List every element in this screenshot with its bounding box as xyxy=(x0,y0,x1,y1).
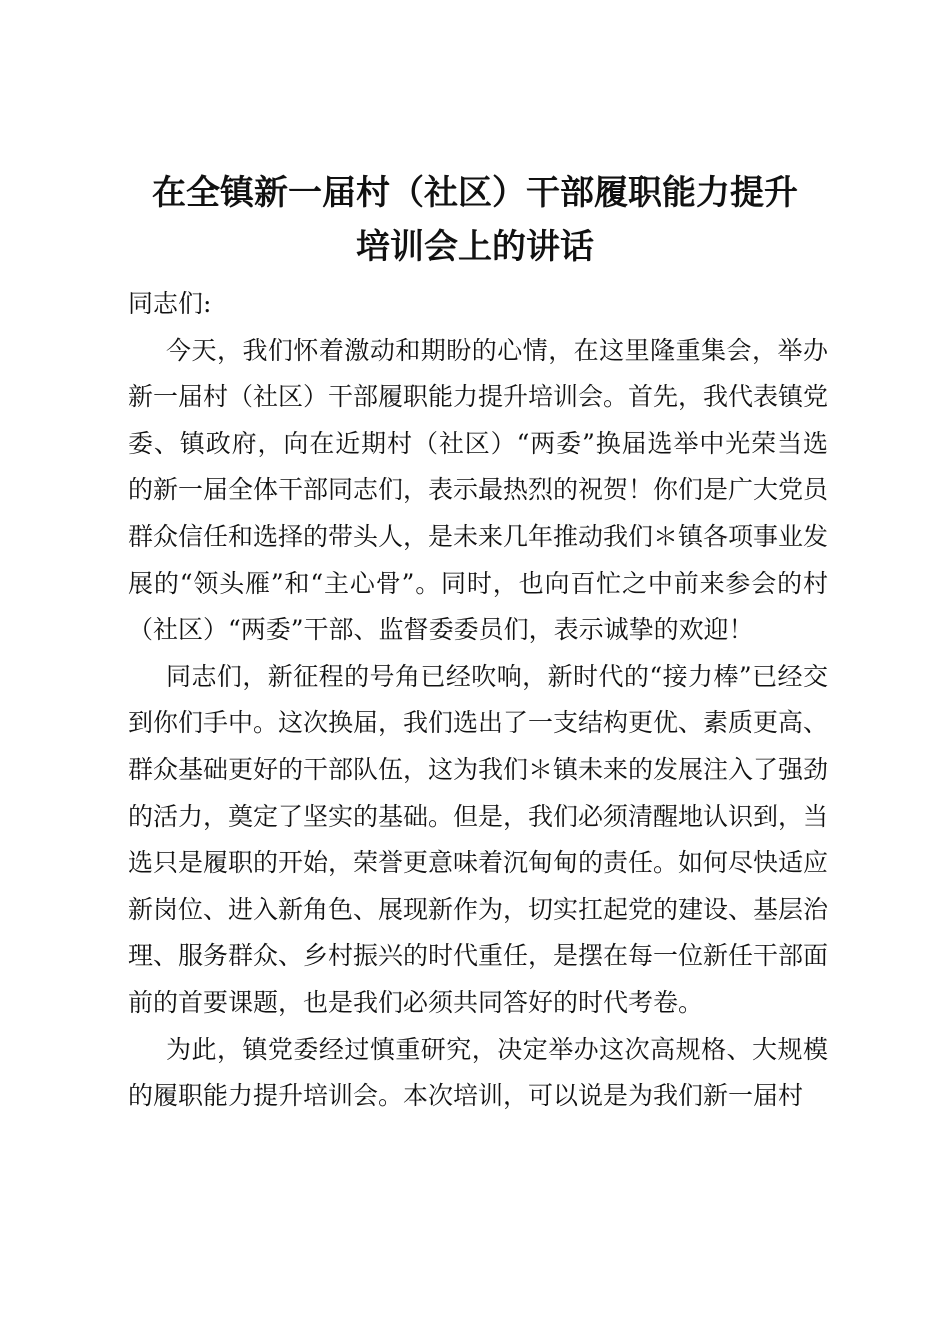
paragraph-2: 同志们，新征程的号角已经吹响，新时代的“接力棒”已经交到你们手中。这次换届，我们选出了一支结构更优、素质更高、群众基础更好的干部队伍，这为我们＊镇未来的发展注入了强劲的活力，奠定了坚实的基础。但是，我们必须清醒地认识到，当选只是履职的开始，荣誉更意味着沉甸甸的责任。如何尽快适应新岗位、进入新角色、展现新作为，切实扛起党的建设、基层治理、服务群众、乡村振兴的时代重任，是摆在每一位新任干部面前的首要课题，也是我们必须共同答好的时代考卷。 xyxy=(128,661,829,1017)
paragraph-3: 为此，镇党委经过慎重研究，决定举办这次高规格、大规模的履职能力提升培训会。本次培训，可以说是为我们新一届村 xyxy=(128,1034,828,1111)
salutation: 同志们: xyxy=(128,289,212,318)
document-body xyxy=(128,281,828,1120)
document-title-line-2: 培训会上的讲话 xyxy=(356,227,594,267)
paragraph-1: 今天，我们怀着激动和期盼的心情，在这里隆重集会，举办新一届村（社区）干部履职能力提升培训会。首先，我代表镇党委、镇政府，向在近期村（社区）“两委”换届选举中光荣当选的新一届全体干部同志们，表示最热烈的祝贺！你们是广大党员群众信任和选择的带头人，是未来几年推动我们＊镇各项事业发展的“领头雁”和“主心骨”。同时，也向百忙之中前来参会的村（社区）“两委”干部、监督委委员们，表示诚挚的欢迎！ xyxy=(128,335,829,645)
document-title-line-1: 在全镇新一届村（社区）干部履职能力提升 xyxy=(152,173,798,213)
